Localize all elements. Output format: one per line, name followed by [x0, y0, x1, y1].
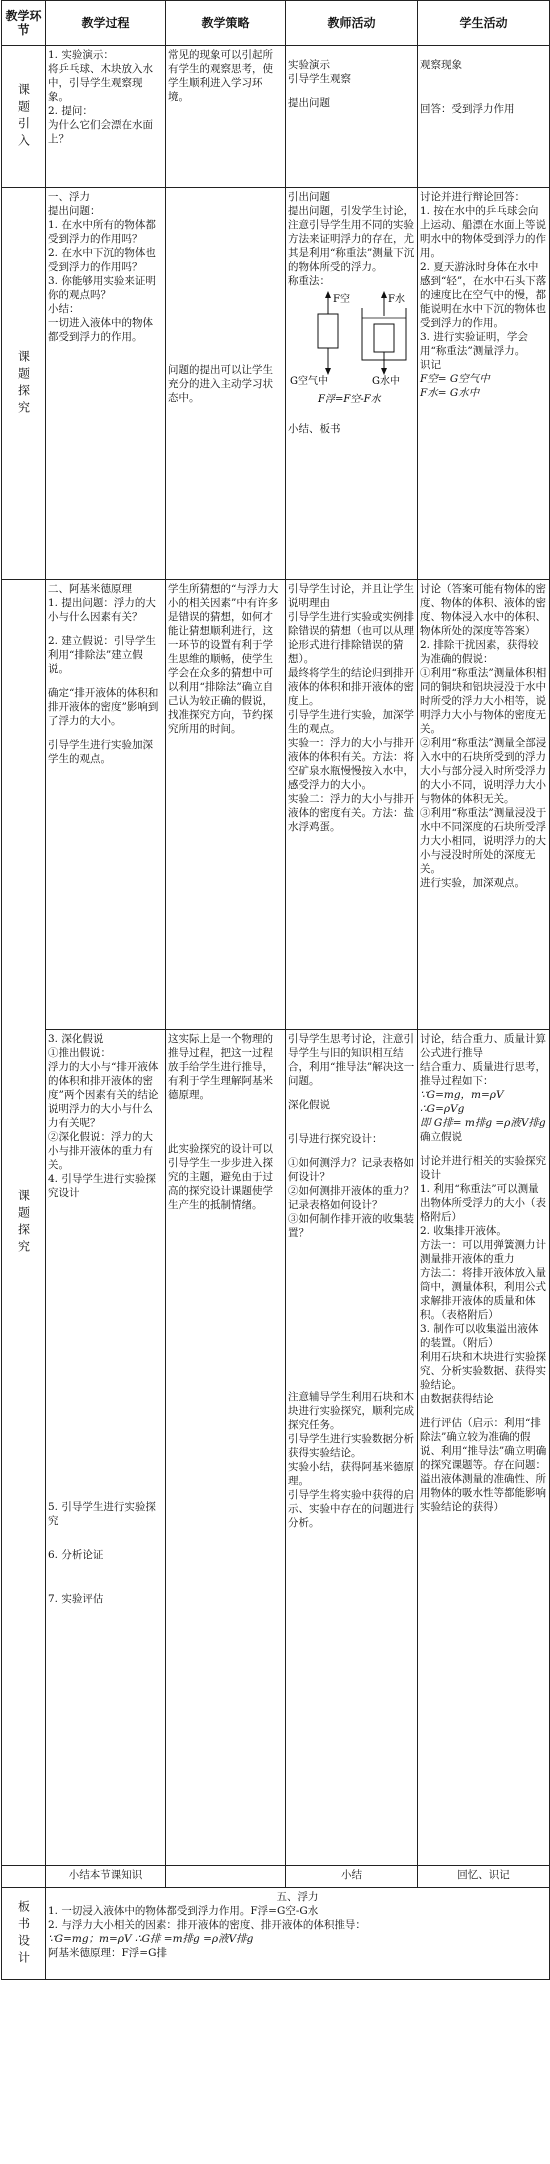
text-line: 2. 收集排开液体。 [420, 1225, 507, 1237]
text-line: 实验小结，获得阿基米德原理。 [288, 1461, 414, 1487]
text-line: 注意辅导学生利用石块和木块进行实验探究，顺利完成探究任务。 [288, 1391, 414, 1431]
arrow-head [381, 291, 387, 298]
text-line: 引导学生思考讨论，注意引导学生与旧的知识相互结合，利用“推导法”解决这一问题。 [288, 1033, 415, 1087]
text-line: 引导学生将实验中获得的启示、实验中存在的问题进行分析。 [288, 1489, 414, 1529]
text-line: 小结： [48, 303, 80, 315]
text-line: 深化假说 [288, 1099, 330, 1111]
arrow-head [325, 291, 331, 298]
text-line: 实验演示 [288, 59, 330, 71]
text-line: 1. 提出问题：浮力的大小与什么因素有关？ [48, 597, 156, 623]
buoyancy-student [418, 188, 550, 580]
text-line: 3. 制作可以收集溢出液体的装置。（附后） [420, 1323, 539, 1349]
text-line: 二、阿基米德原理 [48, 583, 132, 595]
text-line: 为什么它们会漂在水面上？ [48, 119, 153, 145]
text-line: ③利用“称重法”测量浸没于水中不同深度的石块所受浮力大小相同，说明浮力的大小与浸没时所处的深度无关。 [420, 807, 547, 875]
text-line: ①利用“称重法”测量体积相同的铜块和铝块浸没于水中时所受的浮力大小相等，说明浮力大小与物体的密度无关。 [420, 667, 547, 735]
text-line: 1. 实验演示： [48, 49, 114, 61]
text-line: 7. 实验评估 [48, 1593, 104, 1605]
section-explore-1: 课题探究 [2, 188, 46, 580]
buoyancy-row [2, 188, 550, 580]
text-line: 引导学生进行实验，加深学生的观点。 [288, 709, 414, 735]
label-g-air: G空气中 [290, 376, 328, 387]
text-line: 2. 提问： [48, 105, 93, 117]
formula-line: 即 G排= m排g =ρ液V排g [420, 1117, 546, 1129]
text-line: 讨论并进行辩论回答： [420, 191, 525, 203]
text-line: 实验二：浮力的大小与排开液体的密度有关。方法：盐水浮鸡蛋。 [288, 793, 414, 833]
label-f-empty: F空 [333, 294, 350, 305]
text-line: 识记 [420, 359, 441, 371]
text-line: 2. 夏天游泳时身体在水中感到“轻”，在水中石头下落的速度比在空气中的慢，都能说明在水中下沉的物体也受到浮力的作用。 [420, 261, 547, 329]
text-line: 引导学生进行实验或实例排除错误的猜想（也可以从理论形式进行排除错误的猜想）。 [288, 611, 414, 665]
text-line: 引导学生进行实验加深学生的观点。 [48, 739, 153, 765]
intro-teacher [286, 46, 418, 188]
intro-process [46, 46, 166, 188]
text-line: ②利用“称重法”测量全部浸入水中的石块所受到的浮力大小与部分浸入时所受浮力的大小不同，说明浮力大小与物体的体积无关。 [420, 737, 547, 805]
object-in-water [374, 324, 394, 352]
text-line: 2. 排除干扰因素，获得较为准确的假说： [420, 639, 539, 665]
formula-line: ∵G=mg，m=ρV [420, 1089, 504, 1101]
text-line: 1. 按在水中的乒乓球会向上运动、船漂在水面上等说明水中的物体受到浮力的作用。 [420, 205, 546, 259]
arrow-head [381, 368, 387, 375]
section-board: 板书设计 [2, 1888, 46, 1980]
text-line: 学生所猜想的“与浮力大小的相关因素”中有许多是错误的猜想，如何才能让猜想顺利进行，这一环节的设置有利于学生思维的顺畅，使学生学会在众多的猜想中可以利用“排除法”确立自己认为较正确的假说，找准探究方向，节约探究所用的时间。 [168, 583, 279, 735]
text-line: 确立假说 [420, 1131, 462, 1143]
text-line: 回答：受到浮力作用 [420, 103, 515, 115]
text-line: 3. 你能够用实验来证明你的观点吗？ [48, 275, 156, 301]
text-line: 将乒乓球、木块放入水中，引导学生观察现象。 [48, 63, 153, 103]
section-intro: 课题引入 [2, 46, 46, 188]
text-line: 讨论并进行相关的实验探究设计 [420, 1155, 546, 1181]
header-student: 学生活动 [418, 1, 550, 46]
buoyancy-strategy [166, 188, 286, 580]
text-line: ③如何制作排开液的收集装置？ [288, 1213, 414, 1239]
hypothesis-row [2, 1030, 550, 1866]
summary-teacher: 小结 [286, 1866, 418, 1888]
text-line: 5. 引导学生进行实验探究 [48, 1501, 156, 1527]
text-line: 提出问题，引发学生讨论，注意引导学生用不同的实验方法来证明浮力的存在，尤其是利用“称重法”测量下沉的物体所受的浮力。 [288, 205, 415, 273]
text-line: 确定“排开液体的体积和排开液体的密度”影响到了浮力的大小。 [48, 687, 159, 727]
text-line: 6. 分析论证 [48, 1549, 104, 1561]
lesson-plan-table [1, 0, 550, 1980]
header-teacher: 教师活动 [286, 1, 418, 46]
board-line: 阿基米德原理：F浮=G排 [48, 1947, 167, 1959]
text-line: ①如何测浮力？记录表格如何设计？ [288, 1157, 414, 1183]
hypothesis-process [46, 1030, 166, 1866]
text-line: 实验一：浮力的大小与排开液体的体积有关。方法：将空矿泉水瓶慢慢按入水中，感受浮力的大小。 [288, 737, 414, 791]
text-line: 方法二：将排开液体放入量筒中，测量体积，利用公式求解排开液体的质量和体积。（表格附后） [420, 1267, 546, 1321]
text-line: 小结、板书 [288, 423, 341, 435]
buoyancy-formula: F浮=F空-F水 [318, 394, 381, 405]
hypothesis-teacher [286, 1030, 418, 1866]
intro-student [418, 46, 550, 188]
text-line: 3. 进行实验证明，学会用“称重法”测量浮力。 [420, 331, 528, 357]
summary-student: 回忆、识记 [418, 1866, 550, 1888]
text-line: 结合重力、质量进行思考，推导过程如下： [420, 1061, 546, 1087]
text-line: 2. 在水中下沉的物体也受到浮力的作用吗？ [48, 247, 156, 273]
intro-strategy [166, 46, 286, 188]
header-stage: 教学环节 [2, 1, 46, 46]
board-title: 五、浮力 [276, 1891, 319, 1903]
text-line: 此实验探究的设计可以引导学生一步步进入探究的主题，避免由于过高的探究设计课题使学生产生的抵制情绪。 [168, 1143, 273, 1211]
arrow-head [325, 368, 331, 375]
formula-line: F水= G水中 [420, 387, 480, 399]
header-strategy: 教学策略 [166, 1, 286, 46]
board-content [46, 1888, 550, 1980]
text-line: 讨论（答案可能有物体的密度、物体的体积、液体的密度、物体浸入水中的体积、物体所处的深度等答案） [420, 583, 546, 637]
text-line: 一切进入液体中的物体都受到浮力的作用。 [48, 317, 153, 343]
label-g-water: G水中 [372, 376, 400, 387]
archimedes-process [46, 580, 166, 1030]
text-line: 引导学生讨论，并且让学生说明理由 [288, 583, 414, 609]
archimedes-student [418, 580, 550, 1030]
text-line: 提出问题 [288, 97, 330, 109]
text-line: 进行实验，加深观点。 [420, 877, 525, 889]
archimedes-strategy [166, 580, 286, 1030]
text-line: 引导进行探究设计： [288, 1133, 383, 1145]
text-line: ②深化假说：浮力的大小与排开液体的重力有关。 [48, 1131, 153, 1171]
text-line: 由数据获得结论 [420, 1393, 494, 1405]
text-line: 引导学生进行实验数据分析获得实验结论。 [288, 1433, 414, 1459]
text-line: 方法一：可以用弹簧测力计测量排开液体的重力 [420, 1239, 546, 1265]
hypothesis-strategy [166, 1030, 286, 1866]
summary-row [2, 1866, 550, 1888]
board-row [2, 1888, 550, 1980]
archimedes-teacher [286, 580, 418, 1030]
formula-line: F空= G空气中 [420, 373, 490, 385]
text-line: 称重法： [288, 275, 330, 287]
text-line: 这实际上是一个物理的推导过程，把这一过程放手给学生进行推导，有利于学生理解阿基米德原理。 [168, 1033, 273, 1101]
text-line: 问题的提出可以让学生充分的进入主动学习状态中。 [168, 363, 273, 404]
label-f-water: F水 [388, 294, 405, 305]
text-line: 利用石块和木块进行实验探究、分析实验数据、获得实验结论。 [420, 1351, 546, 1391]
buoyancy-process [46, 188, 166, 580]
buoyancy-teacher [286, 188, 418, 580]
text-line: 提出问题： [48, 205, 101, 217]
text-line: ①推出假说： [48, 1047, 111, 1059]
text-line: 讨论，结合重力、质量计算公式进行推导 [420, 1033, 546, 1059]
text-line: 引导学生观察 [288, 73, 351, 85]
board-line: 1. 一切浸入液体中的物体都受到浮力作用。F浮=G空-G水 [48, 1905, 319, 1917]
summary-process: 小结本节课知识 [46, 1866, 166, 1888]
text-line: 进行评估（启示：利用“排除法”确立较为准确的假说、利用“推导法”确立明确的探究课题等。存在问题：溢出液体测量的准确性、所用物体的吸水性等都能影响实验结论的获得） [420, 1417, 547, 1513]
text-line: 2. 建立假说：引导学生利用“排除法”建立假说。 [48, 635, 156, 675]
board-line: ∵G=mg；m=ρV ∴G排 =m排g =ρ液V排g [48, 1933, 254, 1945]
board-line: 2. 与浮力大小相关的因素：排开液体的密度、排开液体的体积推导： [48, 1919, 366, 1931]
text-line: 常见的现象可以引起所有学生的观察思考，使学生顺利进入学习环境。 [168, 49, 273, 103]
text-line: 浮力的大小与“排开液体的体积和排开液体的密度”两个因素有关的结论说明浮力的大小与什么力有关呢？ [48, 1061, 159, 1129]
text-line: 1. 利用“称重法”可以测量出物体所受浮力的大小（表格附后） [420, 1183, 546, 1223]
section-explore-2: 课题探究 [2, 580, 46, 1866]
weighing-method-figure [288, 288, 412, 408]
archimedes-row [2, 580, 550, 1030]
text-line: 引出问题 [288, 191, 330, 203]
formula-line: ∴G=ρVg [420, 1103, 465, 1115]
text-line: 一、浮力 [48, 191, 90, 203]
summary-stage [2, 1866, 46, 1888]
text-line: 3. 深化假说 [48, 1033, 104, 1045]
text-line: 观察现象 [420, 59, 462, 71]
hypothesis-student [418, 1030, 550, 1866]
text-line: 最终将学生的结论归到排开液体的体积和排开液体的密度上。 [288, 667, 414, 707]
text-line: 1. 在水中所有的物体都受到浮力的作用吗？ [48, 219, 156, 245]
header-row [2, 1, 550, 46]
intro-row [2, 46, 550, 188]
header-process: 教学过程 [46, 1, 166, 46]
text-line: 4. 引导学生进行实验探究设计 [48, 1173, 156, 1199]
text-line: ②如何测排开液体的重力？记录表格如何设计？ [288, 1185, 414, 1211]
object-in-air [318, 314, 338, 348]
summary-strategy [166, 1866, 286, 1888]
